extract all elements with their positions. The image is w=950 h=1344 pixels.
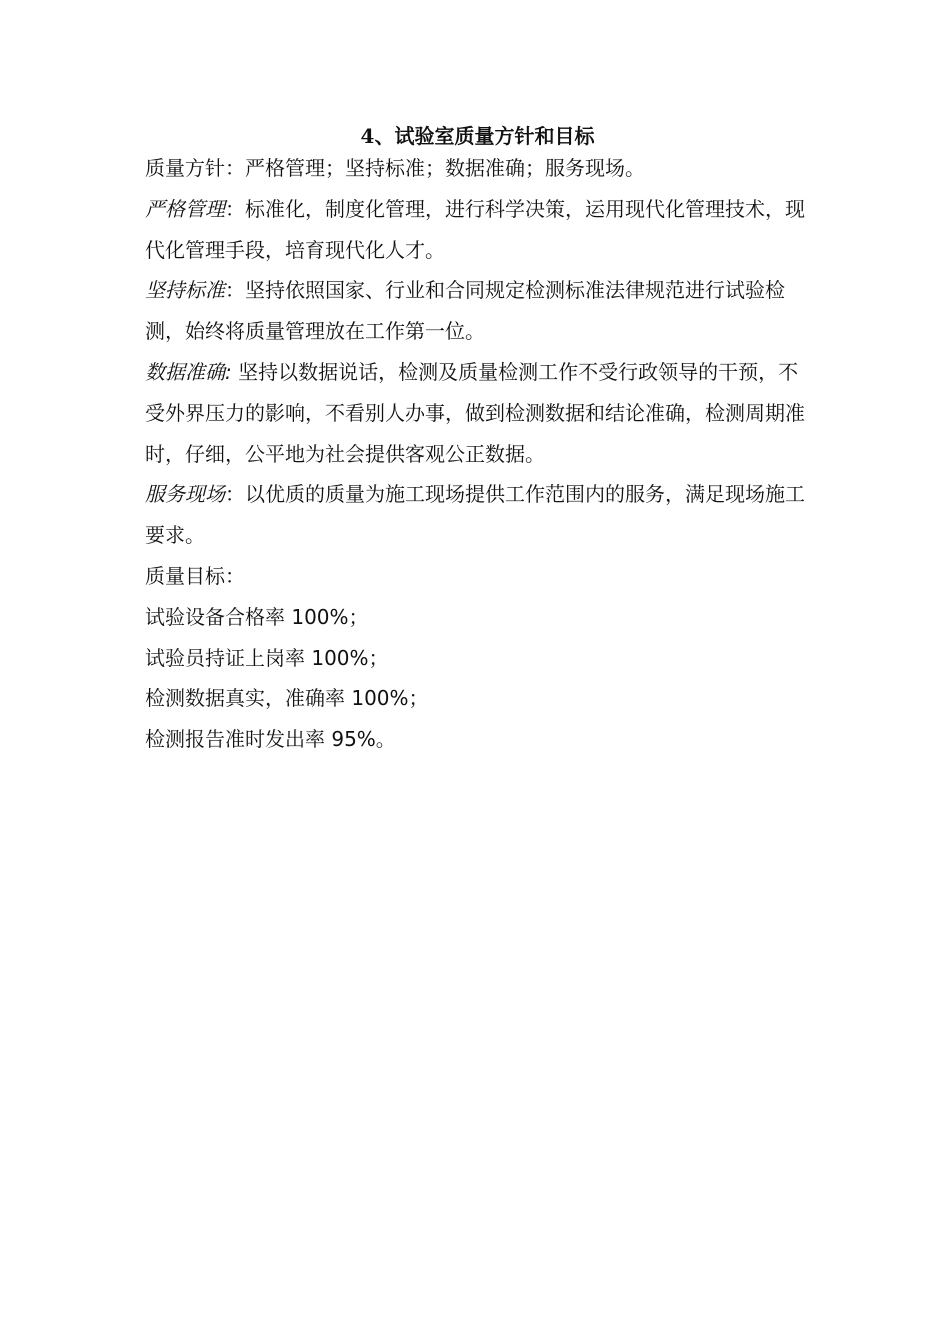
objective-item-report-timeliness: 检测报告准时发出率 95%。 (145, 727, 396, 752)
objectives-label: 质量目标： (145, 563, 245, 588)
objective-item-certified-staff: 试验员持证上岗率 100%； (145, 645, 389, 670)
policy-description: 以优质的质量为施工现场提供工作范围内的服务，满足现场施工要求。 (145, 482, 805, 548)
policy-description: 坚持依照国家、行业和合同规定检测标准法律规范进行试验检测，始终将质量管理放在工作第一位。 (145, 278, 785, 344)
policy-term: 数据准确: (145, 359, 232, 384)
policy-item-serve-site (145, 474, 810, 556)
policy-description: 标准化，制度化管理，进行科学决策，运用现代化管理技术，现代化管理手段，培育现代化人才。 (145, 196, 805, 262)
objectives-section (145, 556, 810, 760)
policy-item-strict-management (145, 189, 810, 271)
objective-item-equipment: 试验设备合格率 100%； (145, 604, 369, 629)
objective-item-data-accuracy: 检测数据真实，准确率 100%； (145, 686, 429, 711)
policy-term: 服务现场 (145, 482, 225, 507)
policy-term: 坚持标准 (145, 278, 225, 303)
policy-description: 坚持以数据说话，检测及质量检测工作不受行政领导的干预，不受外界压力的影响，不看别人办事，做到检测数据和结论准确，检测周期准时，仔细，公平地为社会提供客观公正数据。 (145, 359, 805, 466)
document-body (145, 122, 810, 760)
policy-separator: ： (225, 278, 245, 303)
policy-separator: ： (225, 482, 245, 507)
policy-item-adhere-standards (145, 270, 810, 352)
policy-term: 严格管理 (145, 196, 225, 221)
policy-separator: ： (225, 196, 245, 221)
policy-item-accurate-data (145, 352, 810, 474)
section-heading: 4、试验室质量方针和目标 (360, 124, 595, 148)
policy-section (145, 148, 810, 556)
policy-summary: 质量方针：严格管理；坚持标准；数据准确；服务现场。 (145, 156, 645, 180)
